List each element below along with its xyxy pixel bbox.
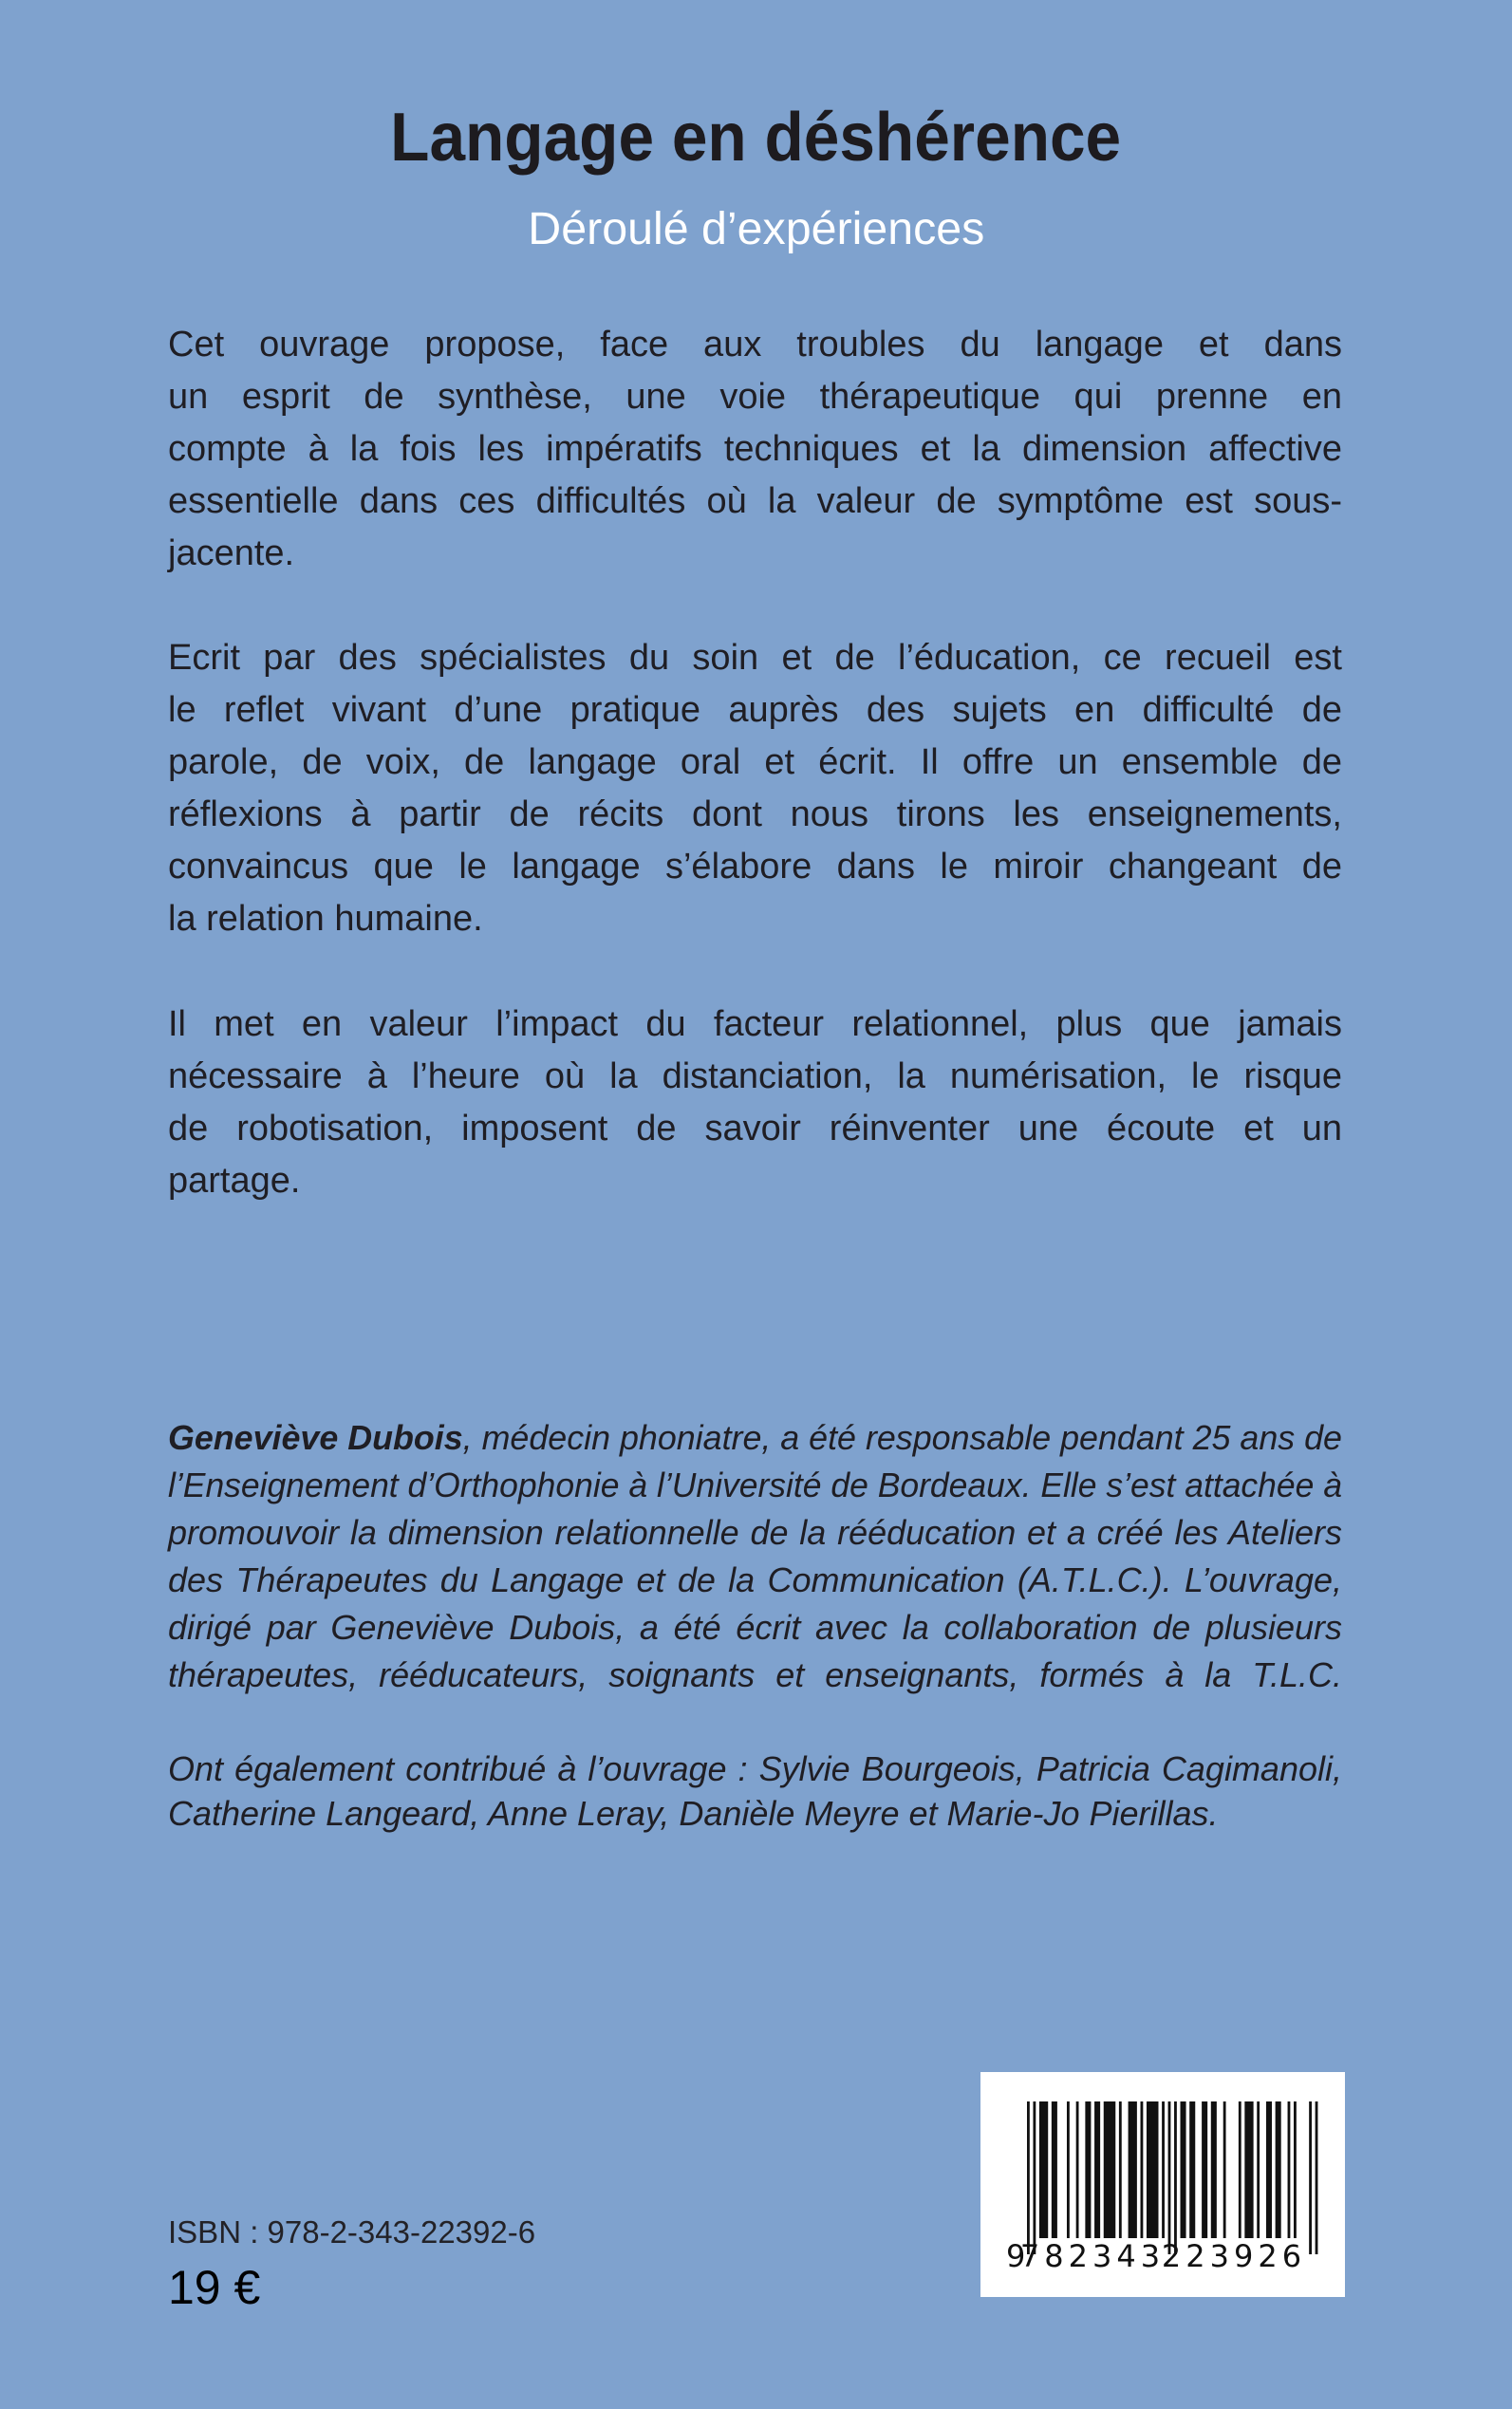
barcode-bar [1119,2101,1122,2238]
barcode-bar [1141,2101,1144,2238]
price-text: 19 € [168,2261,261,2314]
line-text: Il met en valeur l’impact du facteur relationnel, plus que jamais [168,1004,1342,1044]
barcode-bar [1223,2101,1226,2238]
line-text: compte à la fois les impératifs techniques et la dimension affective [168,429,1342,470]
barcode-bar [1189,2101,1195,2238]
text-line [168,528,1342,580]
blurb-paragraph-3 [168,999,1342,1207]
isbn-text: ISBN : 978-2-343-22392-6 [168,2214,536,2250]
text-line [168,632,1342,684]
line-text: Ecrit par des spécialistes du soin et de l’éducation, ce recueil est [168,638,1342,678]
line-text: le reflet vivant d’une pratique auprès des sujets en difficulté de [168,690,1342,731]
barcode-guard-bar [1174,2101,1177,2254]
barcode-right-digits: 223926 [1161,2238,1307,2274]
line-text: Cet ouvrage propose, face aux troubles du langage et dans [168,325,1342,364]
text-line [168,319,1342,371]
text-line [168,1652,1342,1699]
barcode-bar [1294,2101,1297,2238]
barcode-bar [1076,2101,1079,2238]
bio-first-line-rest: , médecin phoniatre, a été responsable pendant 25 ans de [462,1418,1342,1457]
barcode-bar [1104,2101,1116,2238]
line-text: un esprit de synthèse, une voie thérapeutique qui prenne en [168,377,1342,418]
line-text: Ont également contribué à l’ouvrage : Sylvie Bourgeois, Patricia Cagimanoli, [168,1749,1342,1788]
text-line [168,789,1342,841]
text-line [168,893,1342,945]
author-bio [168,1414,1342,1699]
barcode-bar [1211,2101,1217,2238]
barcode-bar [1276,2101,1281,2238]
barcode-bar [1239,2101,1241,2238]
text-line [168,1414,1342,1462]
blurb-paragraph-1 [168,319,1342,580]
title-block [0,100,1512,176]
book-title: Langage en déshérence [390,100,1122,176]
barcode [980,2072,1345,2297]
book-subtitle: Déroulé d’expériences [527,204,984,254]
barcode-bar [1244,2101,1253,2238]
text-line [168,1509,1342,1557]
barcode-bar [1039,2101,1048,2238]
line-text: thérapeutes, rééducateurs, soignants et enseignants, formés à la T.L.C. [168,1655,1342,1694]
barcode-bar [1147,2101,1159,2238]
line-text: l’Enseignement d’Orthophonie à l’Université de Bordeaux. Elle s’est attachée à [168,1466,1342,1504]
barcode-guard-bar [1168,2101,1171,2254]
barcode-bar [1052,2101,1057,2238]
line-text: essentielle dans ces difficultés où la valeur de symptôme est sous- [168,481,1342,522]
text-line [168,1051,1342,1103]
line-text: jacente. [168,533,295,574]
text-line [168,999,1342,1051]
text-line [168,476,1342,528]
text-line [168,1604,1342,1652]
barcode-bar [1288,2101,1291,2238]
line-text: réflexions à partir de récits dont nous tirons les enseignements, [168,794,1342,835]
text-line [168,1746,1342,1791]
line-text: dirigé par Geneviève Dubois, a été écrit avec la collaboration de plusieurs [168,1608,1342,1647]
text-line [168,1155,1342,1207]
barcode-first-digit: 9 [1006,2238,1026,2274]
line-text: convaincus que le langage s’élabore dans le miroir changeant de [168,847,1342,887]
barcode-bar [1257,2101,1260,2238]
line-text: parole, de voix, de langage oral et écrit. Il offre un ensemble de [168,742,1342,783]
barcode-bars [1027,2101,1317,2254]
text-line [168,737,1342,789]
line-text: nécessaire à l’heure où la distanciation, la numérisation, le risque [168,1056,1342,1097]
text-line [168,423,1342,476]
barcode-bar [1181,2101,1186,2238]
line-text: de robotisation, imposent de savoir réinventer une écoute et un [168,1109,1342,1149]
text-line [168,1462,1342,1509]
line-text: Catherine Langeard, Anne Leray, Danièle Meyre et Marie-Jo Pierillas. [168,1794,1219,1833]
barcode-bar [1202,2101,1207,2238]
barcode-graphic [980,2072,1345,2297]
barcode-left-digits: 782343 [1019,2238,1166,2274]
contributors [168,1746,1342,1836]
line-text [168,1414,1342,1462]
barcode-guard-bar [1316,2101,1318,2254]
text-line [168,684,1342,737]
barcode-bar [1266,2101,1272,2238]
text-line [168,1791,1342,1836]
text-line [168,371,1342,423]
barcode-bar [1094,2101,1100,2238]
line-text: la relation humaine. [168,899,483,940]
barcode-guard-bar [1309,2101,1312,2254]
text-line [168,1557,1342,1604]
blurb-paragraph-2 [168,632,1342,946]
barcode-guard-bar [1027,2101,1030,2254]
text-line [168,841,1342,893]
author-name: Geneviève Dubois [168,1418,463,1457]
barcode-bar [1067,2101,1070,2238]
barcode-bar [1085,2101,1091,2238]
subtitle-block [0,203,1512,256]
line-text: des Thérapeutes du Langage et de la Communication (A.T.L.C.). L’ouvrage, [168,1560,1342,1599]
line-text: partage. [168,1161,301,1202]
barcode-bar [1162,2101,1165,2238]
barcode-bar [1129,2101,1137,2238]
text-line [168,1103,1342,1155]
line-text: promouvoir la dimension relationnelle de la rééducation et a créé les Ateliers [168,1513,1342,1552]
barcode-guard-bar [1033,2101,1036,2254]
